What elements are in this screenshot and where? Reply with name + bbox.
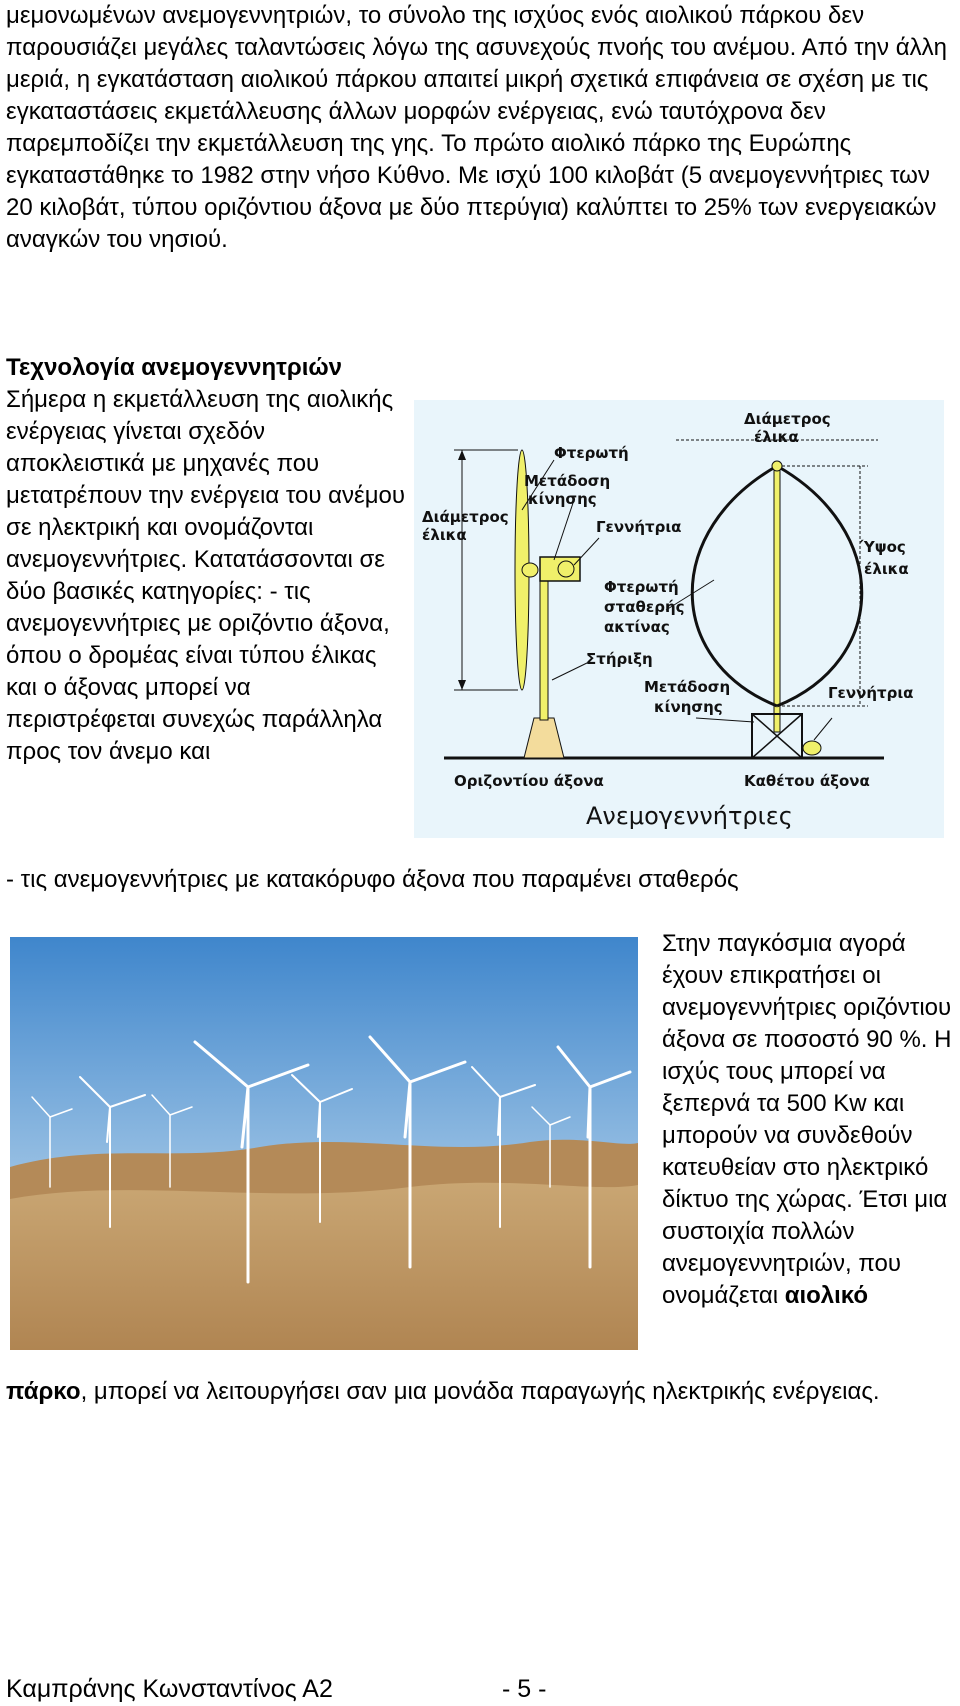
tower (540, 568, 548, 720)
hub (522, 563, 538, 577)
label-transmission-b: Μετάδοση (644, 678, 731, 696)
wind-turbines-diagram (414, 400, 944, 838)
diagram-title: Ανεμογεννήτριες (586, 802, 793, 830)
label-rotor-diameter-top: Διάμετρος (744, 410, 831, 428)
tech-paragraph: Σήμερα η εκμετάλλευση της αιολικής ενέργειας γίνεται σχεδόν αποκλειστικά με μηχανές που μετατρέπουν την ενέργεια του ανέμου σε ηλεκτρική και ονομάζονται ανεμογεννήτριες. Κατατάσσονται σε δύο βασικές κατηγορίες: - τις ανεμογεννήτριες με οριζόντιο άξονα, όπου ο δρομέας είναι τύπου έλικας και ο άξονας μπορεί να περιστρέφεται συνεχώς παράλληλα προς τον άνεμο και (6, 386, 406, 765)
label-rotor-diameter-left: Διάμετρος (422, 508, 509, 526)
label-blade: Φτερωτή (554, 444, 629, 462)
label-vertical-axis: Καθέτου άξονα (744, 772, 870, 790)
label-fixed-blade: Φτερωτή (604, 578, 679, 596)
label-fixed-blade-3: ακτίνας (604, 618, 670, 636)
market-text: Στην παγκόσμια αγορά έχουν επικρατήσει οι ανεμογεννήτριες οριζόντιου άξονα σε ποσοστό 90 %. Η ισχύς τους μπορεί να ξεπερνά τα 500 Kw και μπορούν να συνδεθούν κατευθείαν στο ηλεκτρικό δίκτυο της χώρας. Έτσι μια συστοιχία πολλών ανεμογεννητριών, που ονομάζεται (662, 930, 952, 1309)
wind-park-term: αιολικό (784, 1282, 869, 1309)
market-paragraph (662, 928, 960, 1312)
label-generator-b: Γεννήτρια (828, 684, 914, 702)
generator-b (803, 741, 821, 755)
page-number: - 5 - (502, 1675, 547, 1703)
intro-paragraph: μεμονωμένων ανεμογεννητριών, το σύνολο της ισχύος ενός αιολικού πάρκου δεν παρουσιάζει μεγάλες ταλαντώσεις λόγω της ασυνεχούς πνοής του ανέμου. Από την άλλη μεριά, η εγκατάσταση αιολικού πάρκου απαιτεί μικρή σχετικά επιφάνεια σε σχέση με τις εγκαταστάσεις εκμετάλλευσης άλλων μορφών ενέργειας, ενώ ταυτόχρονα δεν παρεμποδίζει την εκμετάλλευση της γης. Το πρώτο αιολικό πάρκο της Ευρώπης εγκαταστάθηκε το 1982 στην νήσο Κύθνο. Με ισχύ 100 κιλοβάτ (5 ανεμογεννήτριες των 20 κιλοβάτ, τύπου οριζόντιου άξονα με δύο πτερύγια) καλύπτει το 25% των ενεργειακών αναγκών του νησιού. (6, 2, 947, 253)
label-fixed-blade-2: σταθερής (604, 598, 685, 616)
wind-park-term-end: πάρκο (6, 1378, 81, 1405)
label-horizontal-axis: Οριζοντίου άξονα (454, 772, 604, 790)
footer-author: Καμπράνης Κωνσταντίνος Α2 (6, 1675, 333, 1703)
label-height-2: έλικα (864, 560, 909, 578)
label-height: Ύψος (860, 538, 906, 556)
label-rotor-diameter-left-2: έλικα (422, 526, 467, 544)
top-cap (772, 461, 782, 471)
label-transmission-b-2: κίνησης (654, 698, 723, 716)
vertical-shaft (774, 466, 780, 732)
tech-last-line: - τις ανεμογεννήτριες με κατακόρυφο άξονα που παραμένει σταθερός (6, 866, 739, 893)
photo-ground (10, 1183, 638, 1350)
market-paragraph-tail (6, 1376, 956, 1408)
wind-farm-photo (10, 937, 638, 1350)
label-transmission-2: κίνησης (528, 490, 597, 508)
generator-box (558, 561, 574, 577)
label-generator: Γεννήτρια (596, 518, 682, 536)
label-transmission: Μετάδοση (524, 472, 611, 490)
label-support: Στήριξη (586, 650, 653, 668)
section-heading: Τεχνολογία ανεμογεννητριών (6, 354, 343, 381)
label-rotor-diameter-top-2: έλικα (754, 428, 799, 446)
market-text-end: , μπορεί να λειτουργήσει σαν μια μονάδα παραγωγής ηλεκτρικής ενέργειας. (80, 1378, 880, 1405)
